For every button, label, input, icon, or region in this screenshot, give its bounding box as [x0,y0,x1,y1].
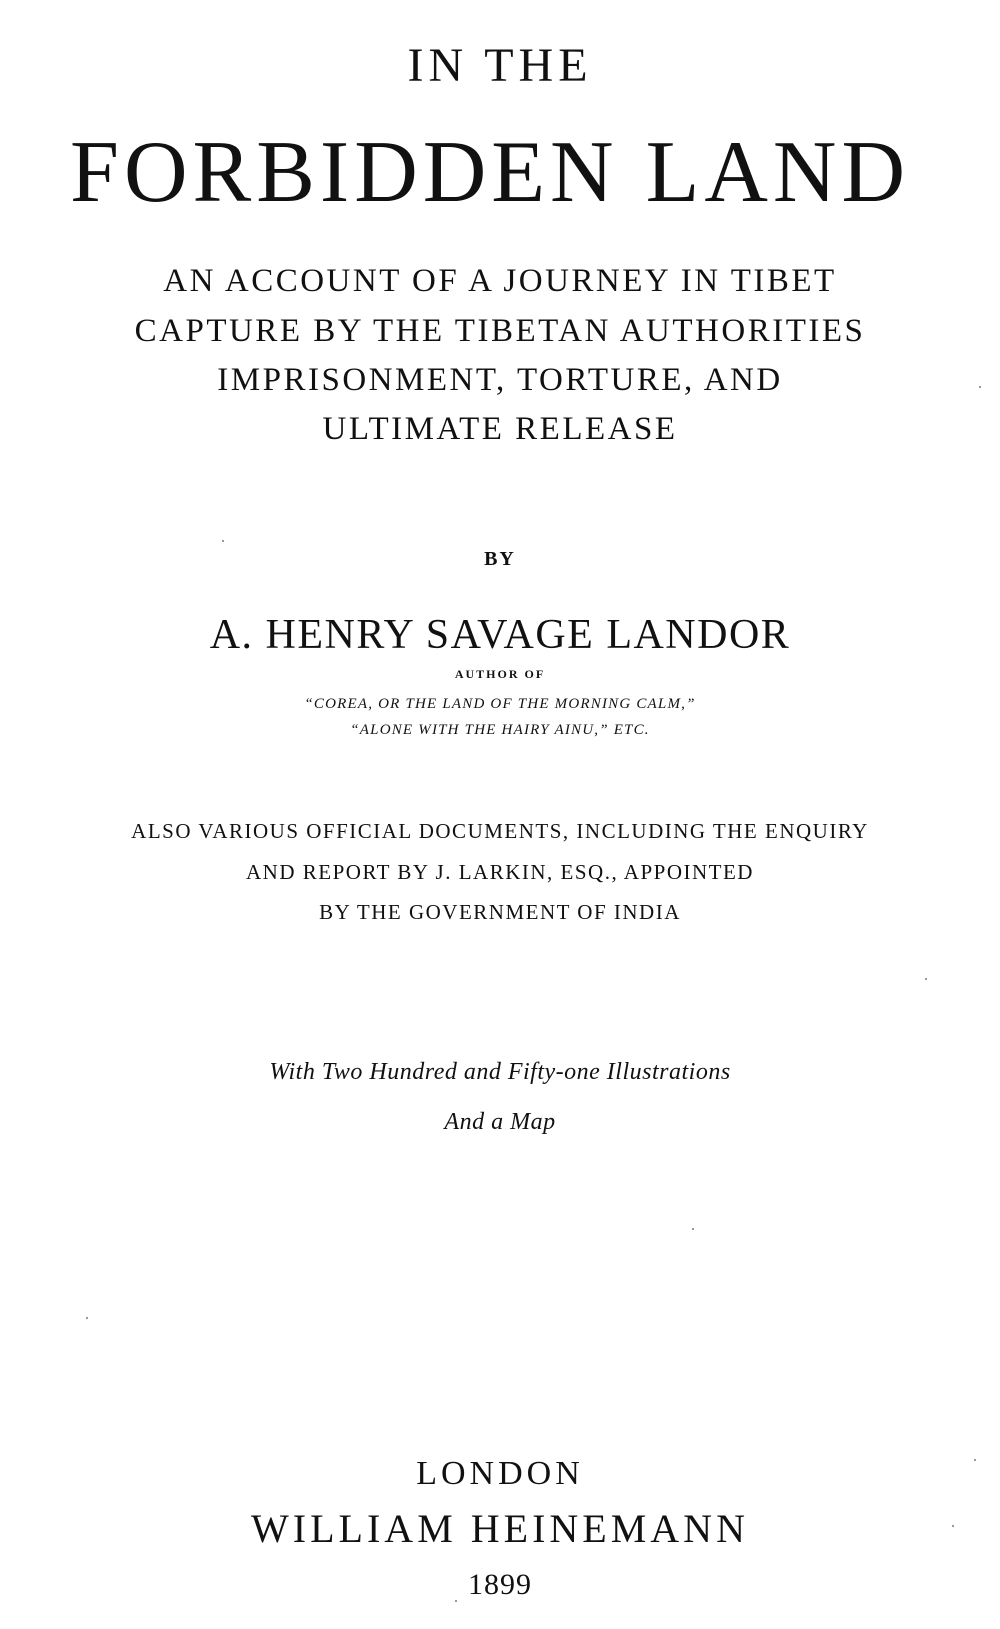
imprint-year: 1899 [468,1568,532,1601]
scan-speck [974,1459,976,1461]
subtitle-line: CAPTURE BY THE TIBETAN AUTHORITIES [134,313,866,349]
also-line: AND REPORT BY J. LARKIN, ESQ., APPOINTED [246,860,754,884]
previous-work: “ALONE WITH THE HAIRY AINU,” ETC. [350,722,650,738]
scan-speck [455,1600,457,1602]
also-line: BY THE GOVERNMENT OF INDIA [319,900,681,924]
title-line-1: IN THE [407,39,593,92]
author-of-label: AUTHOR OF [454,667,546,681]
by-label: BY [484,548,516,570]
scan-speck [692,1228,694,1230]
scan-speck [86,1317,88,1319]
map-note: And a Map [444,1109,556,1135]
imprint-city: LONDON [416,1455,584,1492]
title-line-2: FORBIDDEN LAND [70,124,910,221]
scan-speck [222,540,224,542]
subtitle-line: ULTIMATE RELEASE [322,411,678,447]
scan-speck [979,386,981,388]
scan-speck [925,978,927,980]
imprint-publisher: WILLIAM HEINEMANN [251,1506,749,1551]
scan-speck [952,1525,954,1527]
also-line: ALSO VARIOUS OFFICIAL DOCUMENTS, INCLUDING THE ENQUIRY [131,819,869,843]
subtitle-line: AN ACCOUNT OF A JOURNEY IN TIBET [163,263,837,299]
previous-work: “COREA, OR THE LAND OF THE MORNING CALM,” [304,696,696,712]
illustrations-note: With Two Hundred and Fifty-one Illustrations [269,1059,731,1085]
author-name: A. HENRY SAVAGE LANDOR [209,612,791,658]
subtitle-line: IMPRISONMENT, TORTURE, AND [217,362,783,398]
